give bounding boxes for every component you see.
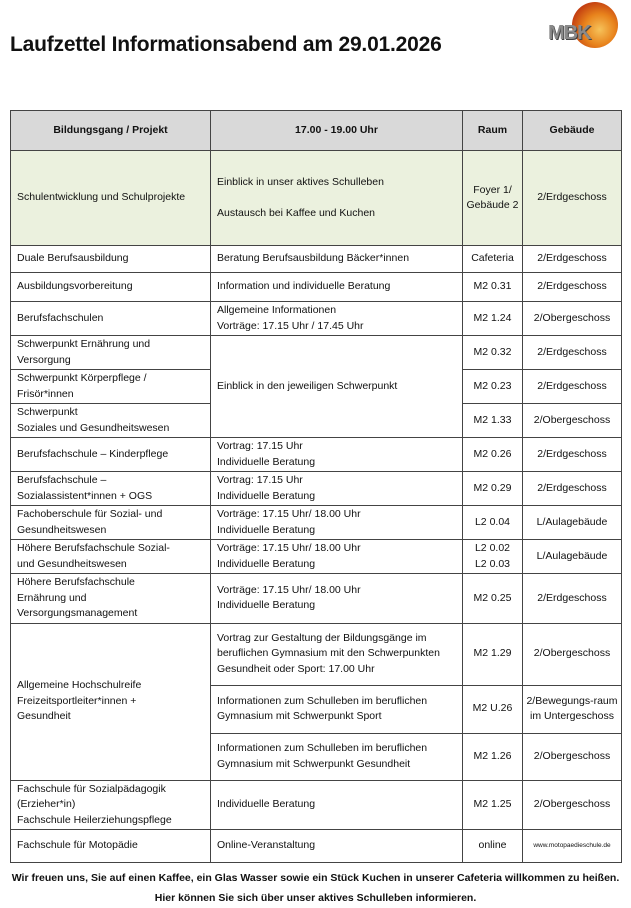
text: L/Aulagebäude [536,515,608,528]
text: M2 1.26 [473,749,512,762]
text-line: Individuelle Beratung [217,523,316,536]
cell-building [523,623,622,685]
cell-room [463,830,523,863]
text: M2 0.29 [473,481,512,494]
cell-info [211,302,463,336]
text: Online-Veranstaltung [217,839,316,852]
text: M2 1.24 [473,311,512,324]
cell-info [211,733,463,780]
cell-program [11,540,211,574]
text-line: Sozialassistent*innen + OGS [17,489,153,502]
cell-room [463,404,523,438]
text: M2 0.25 [473,591,512,604]
cell-room [463,733,523,780]
text-line: L2 0.02 [474,542,511,554]
header-program: Bildungsgang / Projekt [11,111,211,151]
text: 2/Erdgeschoss [537,280,607,293]
cell-building [523,472,622,506]
text: Berufsfachschulen [17,311,104,324]
text-line: Individuelle Beratung [217,599,316,612]
table-row [11,336,622,370]
text: 2/Obergeschoss [533,647,611,660]
text-line: Gesundheit [17,710,71,723]
cell-info [211,438,463,472]
table-header-row [11,111,622,151]
cell-info [211,623,463,685]
table-row [11,438,622,472]
text: M2 0.31 [473,280,512,293]
text: 2/Obergeschoss [533,749,611,762]
cell-building [523,733,622,780]
text-line: Austausch bei Kaffee und Kuchen [217,206,376,219]
text-line: Versorgungsmanagement [17,607,138,619]
cell-room [463,685,523,733]
text: Schulentwicklung und Schulprojekte [17,191,186,204]
text-line: Individuelle Beratung [217,489,316,502]
table-row [11,246,622,273]
cell-info [211,685,463,733]
text: M2 0.32 [473,345,512,358]
text: 2/Obergeschoss [533,311,611,324]
text-line: Versorgung [17,353,71,366]
cell-info [211,246,463,273]
cell-building [523,685,622,733]
text-line: Vorträge: 17.15 Uhr / 17.45 Uhr [217,319,364,332]
cell-info [211,151,463,246]
text-line: Individuelle Beratung [217,557,316,570]
text: Ausbildungsvorbereitung [17,280,133,293]
footer-note: Wir freuen uns, Sie auf einen Kaffee, ein Glas Wasser sowie ein Stück Kuchen in unserer Cafeteria willkommen zu heißen. Hier können Sie sich über unser aktives Schulleben informieren. [11,872,620,904]
text-line: L2 0.03 [474,557,511,570]
cell-room [463,246,523,273]
text: Duale Berufsausbildung [17,252,129,265]
text: Informationen zum Schulleben im beruflichen Gymnasium mit Schwerpunkt Gesundheit [217,742,428,770]
text: M2 1.33 [473,413,512,426]
text: 2/Erdgeschoss [537,481,607,494]
cell-program [11,151,211,246]
text-line: Allgemeine Hochschulreife [17,679,142,692]
cell-building [523,370,622,404]
text: M2 U.26 [472,702,513,715]
header-time: 17.00 - 19.00 Uhr [211,111,463,151]
text-line: Frisör*innen [17,387,74,400]
text: 2/Bewegungs-raum im Untergeschoss [526,694,618,722]
school-logo [548,2,618,52]
logo-text: MBK [548,22,591,44]
text-line: (Erzieher*in) [17,798,76,810]
cell-program [11,780,211,830]
text-line [217,190,456,206]
text: www.motopaedieschule.de [533,842,611,850]
text: 2/Obergeschoss [533,413,611,426]
text: Vortrag zur Gestaltung der Bildungsgänge im beruflichen Gymnasium mit den Schwerpunkten Gesundheit oder Sport: 17.00 Uhr [217,631,440,675]
table-row [11,472,622,506]
cell-program [11,506,211,540]
text: Einblick in den jeweiligen Schwerpunkt [217,379,398,392]
text: M2 1.25 [473,798,512,810]
cell-program [11,623,211,780]
table-row [11,151,622,246]
cell-program [11,438,211,472]
text: 2/Erdgeschoss [537,191,607,204]
cell-building [523,438,622,472]
cell-info [211,273,463,302]
cell-info [211,780,463,830]
table-row [11,830,622,863]
text: M2 0.23 [473,379,512,392]
cell-program [11,404,211,438]
cell-room [463,623,523,685]
text: M2 0.26 [473,447,512,460]
cell-room [463,472,523,506]
page-title: Laufzettel Informationsabend am 29.01.2026 [10,33,442,56]
text: 2/Obergeschoss [533,798,611,810]
cell-room [463,370,523,404]
table-row [11,574,622,624]
cell-program [11,302,211,336]
cell-info [211,506,463,540]
text: Foyer 1/ Gebäude 2 [466,183,519,211]
text: Informationen zum Schulleben im beruflichen Gymnasium mit Schwerpunkt Sport [217,694,428,722]
text-line: Fachschule Heilerziehungspflege [17,813,172,826]
text: Information und individuelle Beratung [217,280,391,293]
text-line: Ernährung und [17,591,87,604]
cell-program [11,574,211,624]
text-line: Schwerpunkt Körperpflege / [17,372,147,384]
cell-info [211,830,463,863]
text: M2 1.29 [473,647,512,660]
text: online [478,839,507,852]
cell-room [463,506,523,540]
text-line: Vortrag: 17.15 Uhr [217,474,303,486]
cell-room [463,273,523,302]
cell-building [523,830,622,863]
cell-program [11,472,211,506]
cell-building [523,273,622,302]
table-row [11,780,622,830]
cell-program [11,273,211,302]
cell-building [523,574,622,624]
text-line: Vorträge: 17.15 Uhr/ 18.00 Uhr [217,542,361,554]
cell-room [463,336,523,370]
text-line: Fachschule für Sozialpädagogik [17,782,166,795]
cell-program [11,246,211,273]
table-row [11,623,622,685]
cell-room [463,574,523,624]
text: L/Aulagebäude [536,549,608,562]
text: Cafeteria [471,252,514,265]
table-row [11,540,622,574]
cell-building [523,404,622,438]
cell-room [463,438,523,472]
text: L2 0.04 [474,515,511,528]
cell-building [523,540,622,574]
text-line: Schwerpunkt [17,406,78,418]
text-line: Gesundheitswesen [17,523,107,536]
text: 2/Erdgeschoss [537,379,607,392]
cell-room [463,540,523,574]
cell-program [11,336,211,370]
text-line: Höhere Berufsfachschule Sozial- [17,542,170,554]
cell-building [523,336,622,370]
text: 2/Erdgeschoss [537,591,607,604]
text-line: Individuelle Beratung [217,455,316,468]
text: Individuelle Beratung [217,798,316,810]
text-line: Soziales und Gesundheitswesen [17,421,170,434]
text: Berufsfachschule – Kinderpflege [17,447,169,460]
table-row [11,302,622,336]
text-line: Freizeitsportleiter*innen + [17,694,137,707]
text-line: Allgemeine Informationen [217,304,337,316]
schedule-table [10,110,622,863]
text-line: und Gesundheitswesen [17,557,127,570]
cell-room [463,151,523,246]
cell-building [523,302,622,336]
cell-info [211,472,463,506]
cell-info [211,574,463,624]
text-line: Berufsfachschule – [17,474,107,486]
text-line: Vorträge: 17.15 Uhr/ 18.00 Uhr [217,583,361,596]
cell-program [11,830,211,863]
text: 2/Erdgeschoss [537,345,607,358]
text-line: Vorträge: 17.15 Uhr/ 18.00 Uhr [217,508,361,520]
text: 2/Erdgeschoss [537,447,607,460]
cell-info [211,336,463,438]
text: Beratung Berufsausbildung Bäcker*innen [217,252,410,265]
header-room: Raum [463,111,523,151]
cell-building [523,246,622,273]
header-building: Gebäude [523,111,622,151]
cell-building [523,151,622,246]
text-line: Höhere Berufsfachschule [17,576,135,588]
cell-room [463,780,523,830]
text: Fachschule für Motopädie [17,839,138,852]
table-row [11,506,622,540]
text-line: Vortrag: 17.15 Uhr [217,440,303,452]
text-line: Schwerpunkt Ernährung und [17,338,151,350]
cell-room [463,302,523,336]
text: 2/Erdgeschoss [537,252,607,265]
cell-building [523,780,622,830]
cell-info [211,540,463,574]
cell-building [523,506,622,540]
text-line: Fachoberschule für Sozial- und [17,508,163,520]
table-row [11,273,622,302]
text-line: Einblick in unser aktives Schulleben [217,175,384,188]
cell-program [11,370,211,404]
